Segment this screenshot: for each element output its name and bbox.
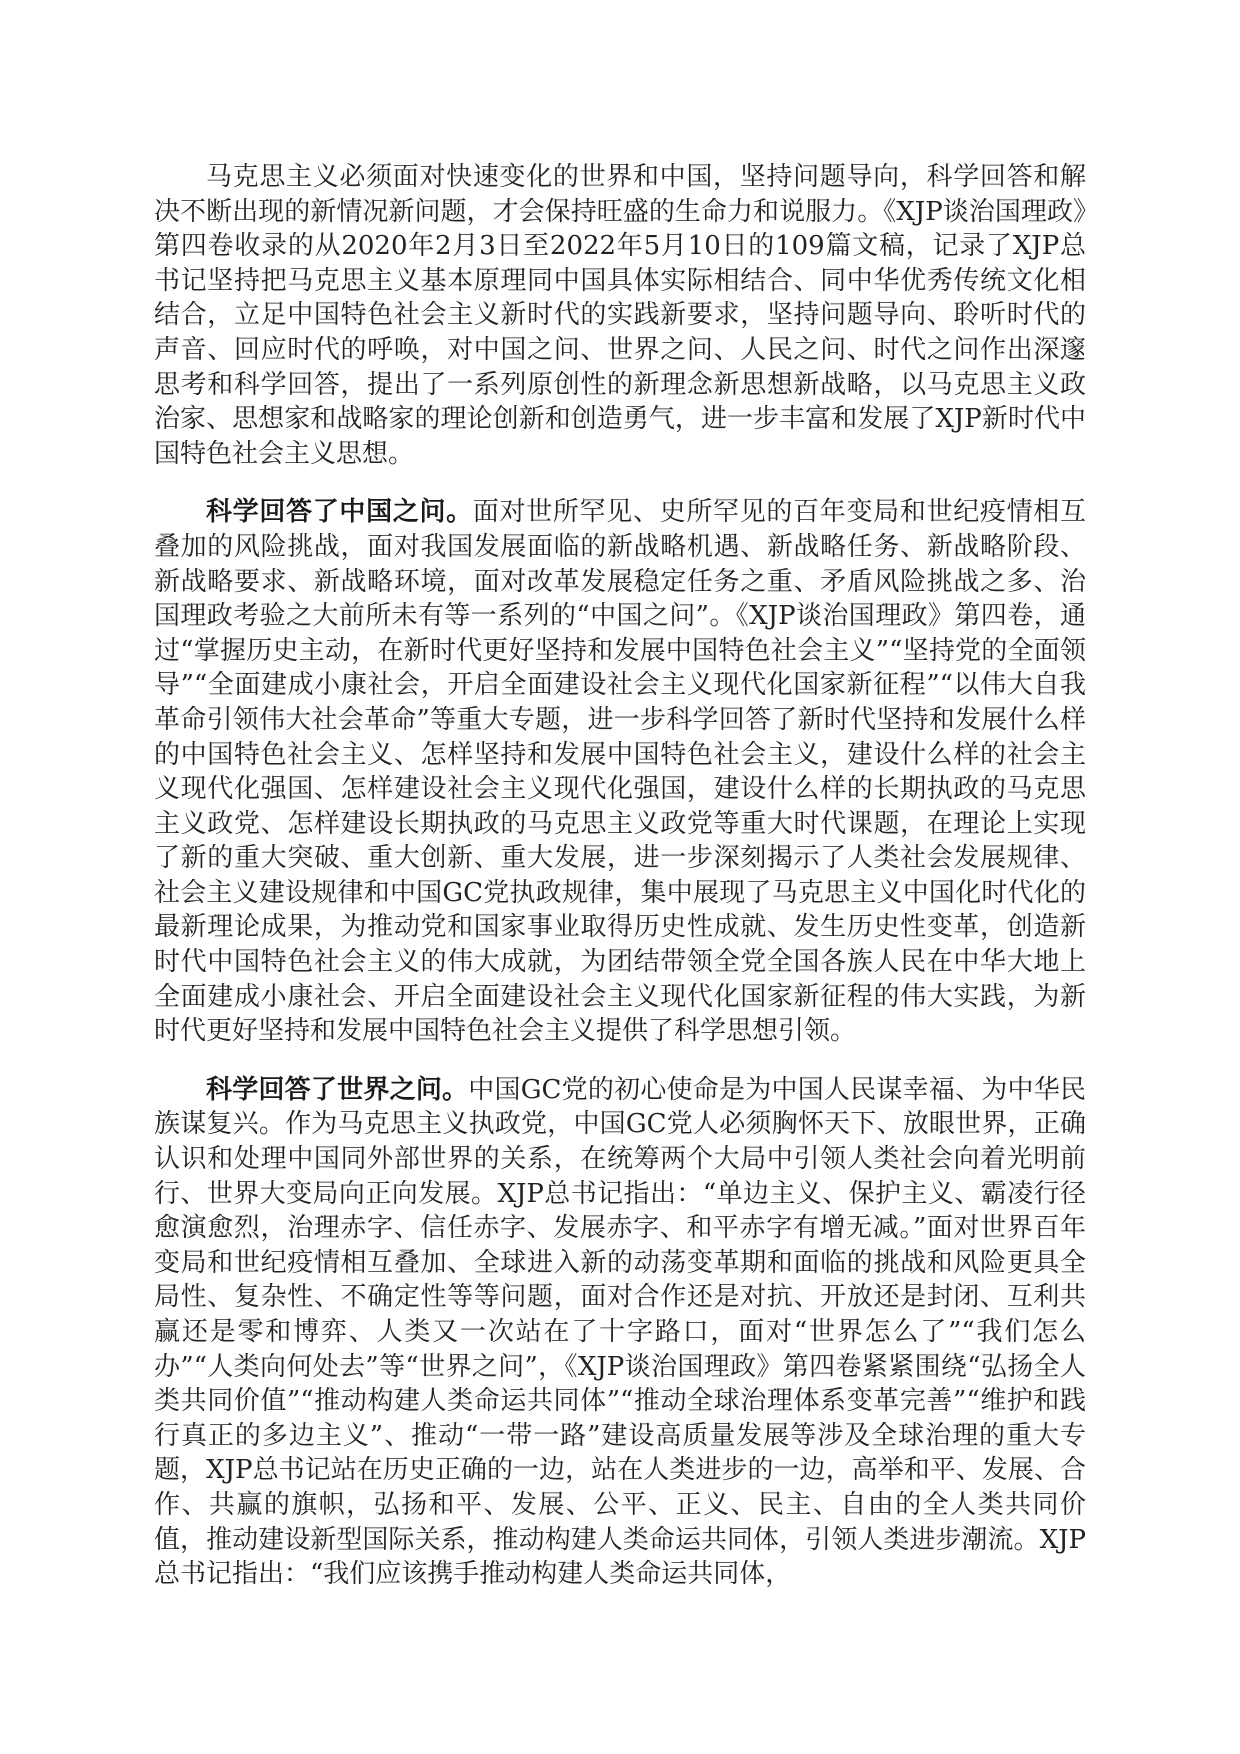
paragraph-text: 马克思主义必须面对快速变化的世界和中国，坚持问题导向，科学回答和解决不断出现的新情况新问题，才会保持旺盛的生命力和说服力。《XJP谈治国理政》第四卷收录的从2020年2月3日至2022年5月10日的109篇文稿，记录了XJP总书记坚持把马克思主义基本原理同中国具体实际相结合、同中华优秀传统文化相结合，立足中国特色社会主义新时代的实践新要求，坚持问题导向、聆听时代的声音、回应时代的呼唤，对中国之问、世界之问、人民之问、时代之问作出深邃思考和科学回答，提出了一系列原创性的新理念新思想新战略，以马克思主义政治家、思想家和战略家的理论创新和创造勇气，进一步丰富和发展了XJP新时代中国特色社会主义思想。 [154, 162, 1086, 469]
paragraph-lead: 科学回答了世界之问。 [206, 1074, 469, 1105]
document-body [154, 160, 1086, 1592]
paragraph-world-question [154, 1073, 1086, 1592]
paragraph-intro [154, 160, 1086, 471]
paragraph-lead: 科学回答了中国之问。 [206, 497, 473, 528]
paragraph-text: 面对世所罕见、史所罕见的百年变局和世纪疫情相互叠加的风险挑战，面对我国发展面临的新战略机遇、新战略任务、新战略阶段、新战略要求、新战略环境，面对改革发展稳定任务之重、矛盾风险挑战之多、治国理政考验之大前所未有等一系列的“中国之问”。《XJP谈治国理政》第四卷，通过“掌握历史主动，在新时代更好坚持和发展中国特色社会主义”“坚持党的全面领导”“全面建成小康社会，开启全面建设社会主义现代化国家新征程”“以伟大自我革命引领伟大社会革命”等重大专题，进一步科学回答了新时代坚持和发展什么样的中国特色社会主义、怎样坚持和发展中国特色社会主义，建设什么样的社会主义现代化强国、怎样建设社会主义现代化强国，建设什么样的长期执政的马克思主义政党、怎样建设长期执政的马克思主义政党等重大时代课题，在理论上实现了新的重大突破、重大创新、重大发展，进一步深刻揭示了人类社会发展规律、社会主义建设规律和中国GC党执政规律，集中展现了马克思主义中国化时代化的最新理论成果，为推动党和国家事业取得历史性成就、发生历史性变革，创造新时代中国特色社会主义的伟大成就，为团结带领全党全国各族人民在中华大地上全面建成小康社会、开启全面建设社会主义现代化国家新征程的伟大实践，为新时代更好坚持和发展中国特色社会主义提供了科学思想引领。 [154, 497, 1086, 1047]
paragraph-text: 中国GC党的初心使命是为中国人民谋幸福、为中华民族谋复兴。作为马克思主义执政党，中国GC党人必须胸怀天下、放眼世界，正确认识和处理中国同外部世界的关系，在统筹两个大局中引领人类社会向着光明前行、世界大变局向正向发展。XJP总书记指出：“单边主义、保护主义、霸凌行径愈演愈烈，治理赤字、信任赤字、发展赤字、和平赤字有增无减。”面对世界百年变局和世纪疫情相互叠加、全球进入新的动荡变革期和面临的挑战和风险更具全局性、复杂性、不确定性等等问题，面对合作还是对抗、开放还是封闭、互利共赢还是零和博弈、人类又一次站在了十字路口，面对“世界怎么了”“我们怎么办”“人类向何处去”等“世界之问”，《XJP谈治国理政》第四卷紧紧围绕“弘扬全人类共同价值”“推动构建人类命运共同体”“推动全球治理体系变革完善”“维护和践行真正的多边主义”、推动“一带一路”建设高质量发展等涉及全球治理的重大专题，XJP总书记站在历史正确的一边，站在人类进步的一边，高举和平、发展、合作、共赢的旗帜，弘扬和平、发展、公平、正义、民主、自由的全人类共同价值，推动建设新型国际关系，推动构建人类命运共同体，引领人类进步潮流。XJP总书记指出：“我们应该携手推动构建人类命运共同体， [154, 1074, 1086, 1590]
paragraph-china-question [154, 495, 1086, 1049]
